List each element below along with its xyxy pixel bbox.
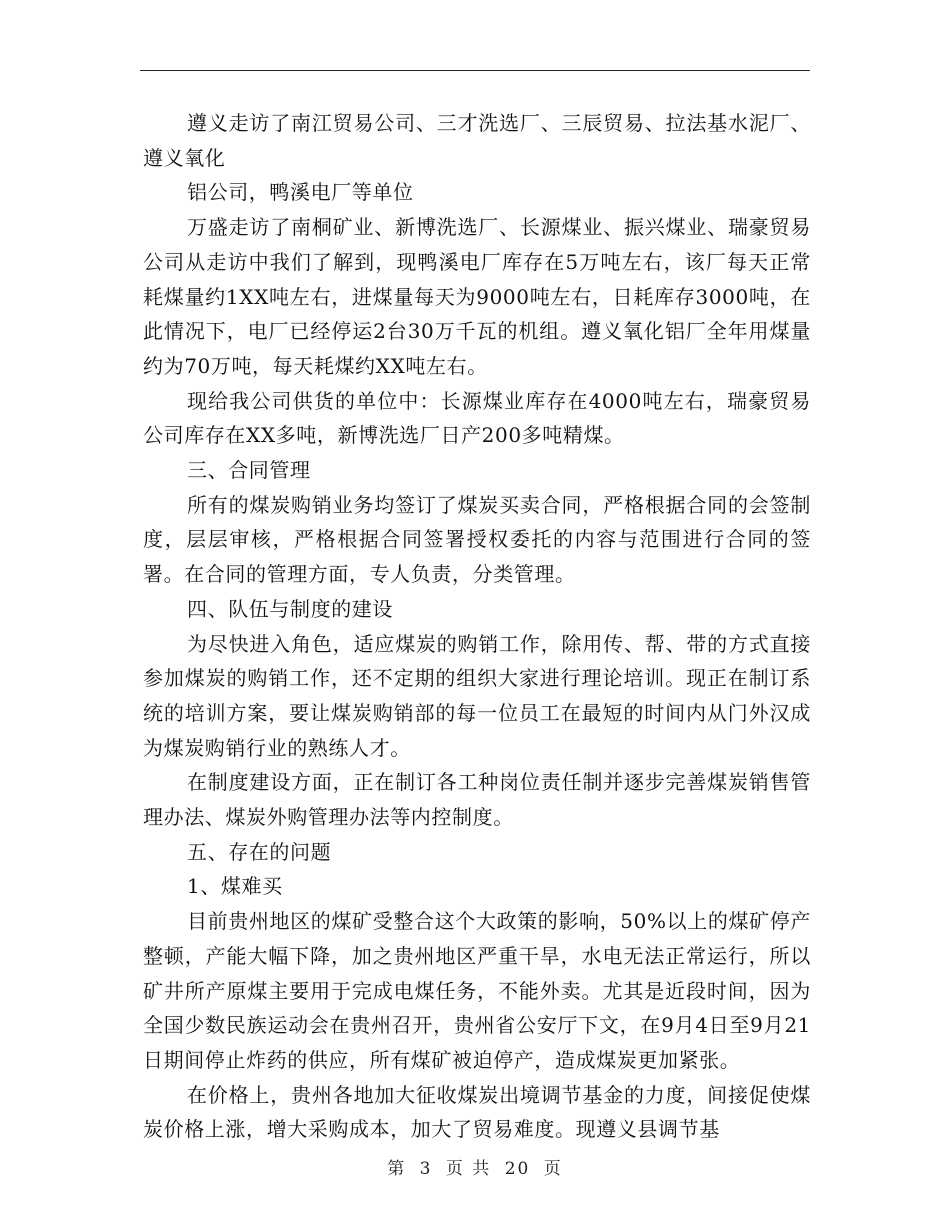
footer-total-pages: 20	[504, 1159, 531, 1179]
paragraph: 万盛走访了南桐矿业、新博洗选厂、长源煤业、振兴煤业、瑞豪贸易公司从走访中我们了解到，现鸭溪电厂库存在5万吨左右，该厂每天正常耗煤量约1XX吨左右，进煤量每天为9000吨左右，日耗库存3000吨，在此情况下，电厂已经停运2台30万千瓦的机组。遵义氧化铝厂全年用煤量约为70万吨，每天耗煤约XX吨左右。	[143, 215, 811, 378]
paragraph: 目前贵州地区的煤矿受整合这个大政策的影响，50%以上的煤矿停产整顿，产能大幅下降，加之贵州地区严重干旱，水电无法正常运行，所以矿井所产原煤主要用于完成电煤任务，不能外卖。尤其是近段时间，因为全国少数民族运动会在贵州召开，贵州省公安厅下文，在9月4日至9月21日期间停止炸药的供应，所有煤矿被迫停产，造成煤炭更加紧张。	[143, 909, 811, 1072]
section-heading: 四、队伍与制度的建设	[187, 596, 393, 621]
footer-middle: 页 共	[445, 1159, 492, 1179]
footer-suffix: 页	[543, 1159, 563, 1179]
paragraph: 遵义走访了南江贸易公司、三才洗选厂、三辰贸易、拉法基水泥厂、遵义氧化	[143, 111, 811, 170]
subsection-heading: 1、煤难买	[187, 874, 283, 899]
paragraph: 在制度建设方面，正在制订各工种岗位责任制并逐步完善煤炭销售管理办法、煤炭外购管理办法等内控制度。	[143, 770, 811, 830]
paragraph: 在价格上，贵州各地加大征收煤炭出境调节基金的力度，间接促使煤炭价格上涨，增大采购成本，加大了贸易难度。现遵义县调节基	[143, 1082, 811, 1142]
footer-prefix: 第	[387, 1159, 407, 1179]
paragraph: 为尽快进入角色，适应煤炭的购销工作，除用传、帮、带的方式直接参加煤炭的购销工作，还不定期的组织大家进行理论培训。现正在制订系统的培训方案，要让煤炭购销部的每一位员工在最短的时间内从门外汉成为煤炭购销行业的熟练人才。	[143, 631, 811, 760]
page-footer	[0, 1154, 950, 1179]
paragraph: 所有的煤炭购销业务均签订了煤炭买卖合同，严格根据合同的会签制度，层层审核，严格根据合同签署授权委托的内容与范围进行合同的签署。在合同的管理方面，专人负责，分类管理。	[143, 492, 811, 587]
section-heading: 五、存在的问题	[187, 839, 332, 864]
header-rule	[140, 70, 810, 71]
paragraph: 铝公司，鸭溪电厂等单位	[187, 180, 414, 205]
section-heading: 三、合同管理	[187, 458, 311, 483]
paragraph: 现给我公司供货的单位中：长源煤业库存在4000吨左右，瑞豪贸易公司库存在XX多吨，新博洗选厂日产200多吨精煤。	[143, 388, 811, 448]
footer-current-page: 3	[419, 1159, 433, 1179]
body-text	[143, 106, 811, 1147]
